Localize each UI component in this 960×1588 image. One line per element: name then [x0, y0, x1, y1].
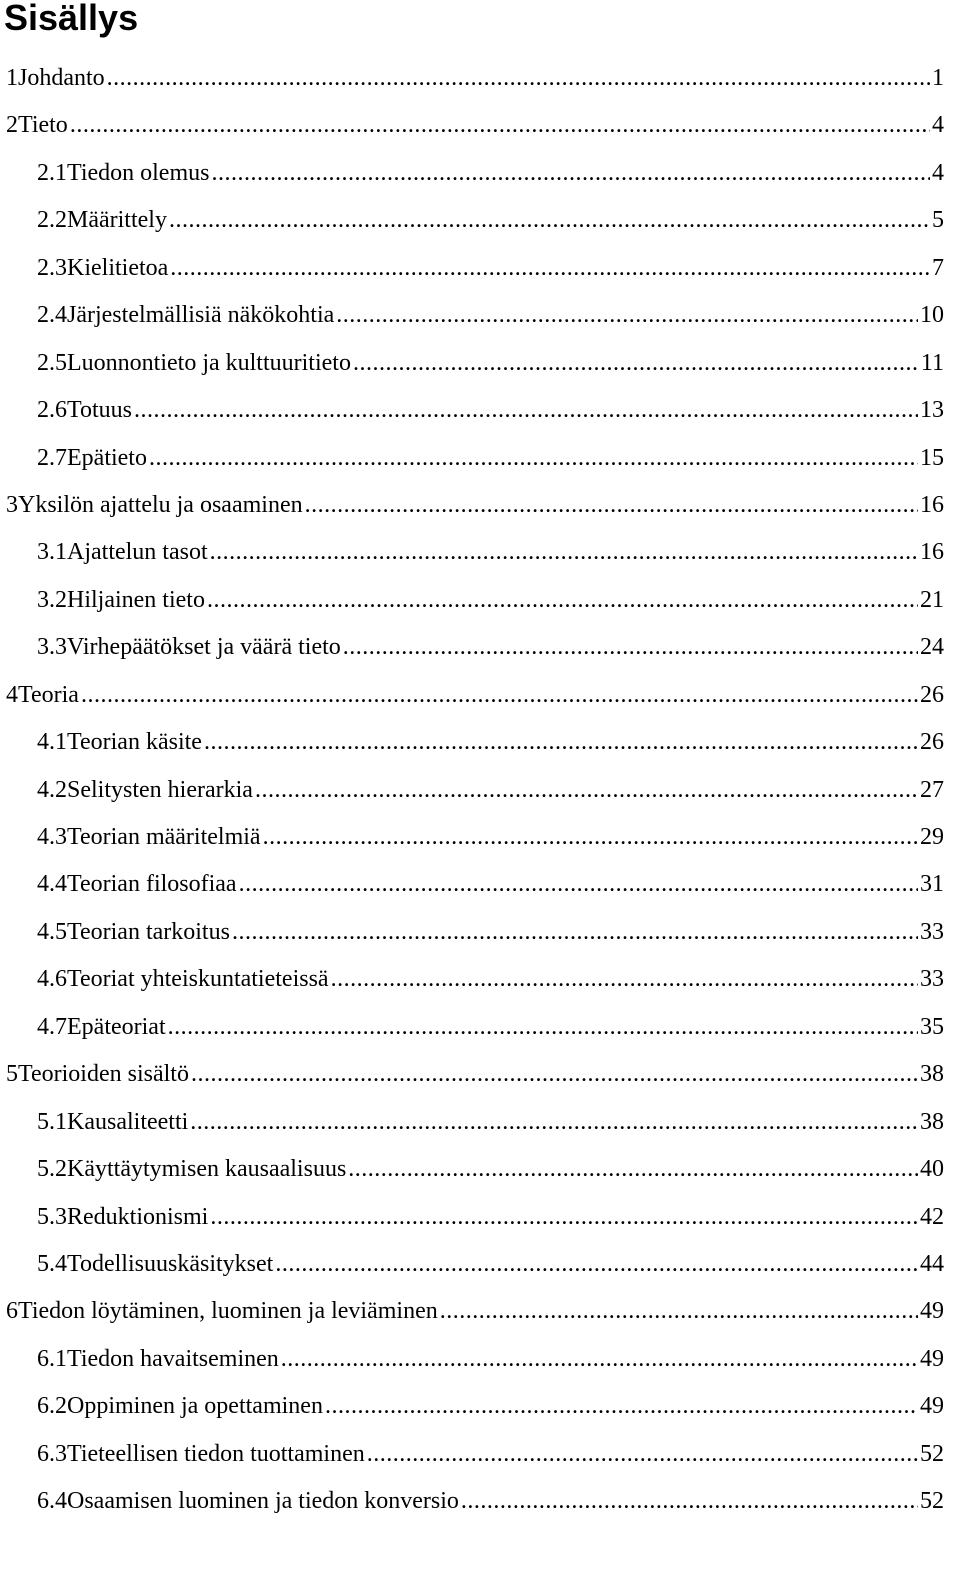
toc-entry-page-number: 42 [920, 1203, 944, 1230]
dot-leader [169, 197, 930, 244]
toc-entry-page-number: 40 [920, 1156, 944, 1183]
toc-entry-page-number: 38 [920, 1108, 944, 1135]
toc-entry-number: 2.2 [37, 207, 67, 234]
dot-leader [168, 1004, 918, 1051]
toc-entry-page-number: 16 [920, 491, 944, 518]
toc-entry-title: Luonnontieto ja kulttuuritieto [67, 349, 351, 376]
dot-leader [305, 482, 918, 529]
toc-entry-title: Ajattelun tasot [67, 539, 208, 566]
toc-entry-number: 3.2 [37, 586, 67, 613]
toc-entry-number: 6.1 [37, 1345, 67, 1372]
toc-entry[interactable] [0, 1099, 960, 1146]
toc-entry-number: 4.1 [37, 729, 67, 756]
dot-leader [70, 102, 930, 149]
toc-entry-number: 5.3 [37, 1203, 67, 1230]
dot-leader [336, 292, 918, 339]
toc-entry-title: Teorian tarkoitus [67, 918, 230, 945]
toc-entry-page-number: 44 [920, 1250, 944, 1277]
dot-leader [207, 577, 918, 624]
toc-entry-title: Selitysten hierarkia [67, 776, 253, 803]
toc-entry-title: Teoria [18, 681, 79, 708]
toc-entry[interactable] [0, 1478, 960, 1525]
toc-entry[interactable] [0, 719, 960, 766]
toc-entry-page-number: 35 [920, 1013, 944, 1040]
dot-leader [348, 1146, 918, 1193]
toc-entry[interactable] [0, 1336, 960, 1383]
toc-entry-page-number: 15 [920, 444, 944, 471]
toc-entry-title: Teorian filosofiaa [67, 871, 237, 898]
toc-entry-title: Totuus [67, 397, 132, 424]
toc-entry-page-number: 4 [932, 112, 944, 139]
dot-leader [255, 767, 918, 814]
toc-entry-number: 2 [6, 112, 18, 139]
toc-entry[interactable] [0, 245, 960, 292]
page-title: Sisällys [4, 0, 139, 38]
toc-entry-number: 6.2 [37, 1393, 67, 1420]
toc-entry-title: Todellisuuskäsitykset [67, 1250, 274, 1277]
toc-entry-page-number: 33 [920, 966, 944, 993]
dot-leader [281, 1336, 918, 1383]
toc-entry-page-number: 49 [920, 1345, 944, 1372]
toc-entry[interactable] [0, 577, 960, 624]
toc-entry[interactable] [0, 1431, 960, 1478]
toc-entry-page-number: 29 [920, 824, 944, 850]
toc-entry[interactable] [0, 767, 960, 814]
toc-entry-title: Määrittely [67, 207, 167, 234]
toc-entry-number: 6 [6, 1298, 18, 1325]
toc-entry[interactable] [0, 1241, 960, 1288]
toc-entry-number: 4.7 [37, 1013, 67, 1040]
toc-entry-page-number: 11 [920, 349, 944, 376]
toc-entry[interactable] [0, 814, 960, 861]
toc-entry-number: 2.6 [37, 397, 67, 424]
toc-entry-page-number: 10 [920, 302, 944, 329]
dot-leader [343, 624, 918, 671]
toc-entry[interactable] [0, 150, 960, 197]
toc-entry[interactable] [0, 435, 960, 482]
toc-entry[interactable] [0, 672, 960, 719]
dot-leader [204, 719, 918, 766]
toc-entry-number: 5.2 [37, 1156, 67, 1183]
toc-entry-page-number: 26 [920, 681, 944, 708]
toc-entry-title: Kielitietoa [67, 254, 169, 281]
dot-leader [367, 1431, 918, 1478]
toc-entry[interactable] [0, 1194, 960, 1241]
toc-entry[interactable] [0, 861, 960, 908]
dot-leader [190, 1099, 918, 1146]
dot-leader [170, 245, 930, 292]
toc-entry-number: 3 [6, 491, 18, 518]
toc-entry-number: 2.1 [37, 159, 67, 186]
toc-entry[interactable] [0, 1383, 960, 1430]
toc-entry[interactable] [0, 1051, 960, 1098]
toc-entry-number: 4.4 [37, 871, 67, 898]
toc-entry[interactable] [0, 624, 960, 671]
toc-entry-number: 2.5 [37, 349, 67, 376]
dot-leader [263, 814, 918, 861]
toc-entry[interactable] [0, 1004, 960, 1051]
dot-leader [232, 909, 918, 956]
toc-entry-title: Hiljainen tieto [67, 586, 205, 613]
toc-entry-page-number: 21 [920, 586, 944, 613]
toc-entry-title: Kausaliteetti [67, 1108, 189, 1135]
dot-leader [331, 956, 918, 1003]
toc-entry[interactable] [0, 55, 960, 102]
toc-entry-title: Tiedon olemus [67, 159, 210, 186]
dot-leader [275, 1241, 918, 1288]
toc-entry-title: Tieto [18, 112, 68, 139]
dot-leader [191, 1051, 918, 1098]
dot-leader [353, 340, 919, 387]
dot-leader [149, 435, 918, 482]
toc-entry-page-number: 27 [920, 776, 944, 803]
dot-leader [239, 861, 918, 908]
toc-entry-title: Oppiminen ja opettaminen [67, 1393, 323, 1420]
toc-entry-title: Epätieto [67, 444, 147, 471]
toc-entry-page-number: 49 [920, 1298, 944, 1325]
toc-entry-title: Yksilön ajattelu ja osaaminen [18, 491, 303, 518]
toc-entry[interactable] [0, 909, 960, 956]
toc-entry-number: 2.4 [37, 302, 67, 329]
toc-entry-number: 6.3 [37, 1440, 67, 1467]
toc-entry-number: 4.3 [37, 824, 67, 850]
toc-entry-number: 3.1 [37, 539, 67, 566]
dot-leader [107, 55, 930, 102]
toc-entry[interactable] [0, 956, 960, 1003]
toc-entry-page-number: 33 [920, 918, 944, 945]
dot-leader [440, 1288, 918, 1335]
toc-entry[interactable] [0, 102, 960, 149]
toc-entry[interactable] [0, 292, 960, 339]
toc-entry-number: 5 [6, 1061, 18, 1088]
toc-entry-number: 4.5 [37, 918, 67, 945]
toc-entry[interactable] [0, 387, 960, 434]
toc-entry-title: Teorian käsite [67, 729, 202, 756]
toc-entry-page-number: 26 [920, 729, 944, 756]
toc-entry-page-number: 49 [920, 1393, 944, 1420]
toc-entry-title: Epäteoriat [67, 1013, 166, 1040]
toc-entry-number: 4.6 [37, 966, 67, 993]
dot-leader [211, 150, 930, 197]
dot-leader [325, 1383, 918, 1430]
toc-entry-page-number: 52 [920, 1440, 944, 1467]
toc-entry-page-number: 7 [932, 254, 944, 281]
toc-entry-title: Teoriat yhteiskuntatieteissä [67, 966, 329, 993]
dot-leader [134, 387, 918, 434]
toc-entry-number: 6.4 [37, 1488, 67, 1515]
toc-entry-title: Johdanto [18, 65, 105, 91]
toc-entry-page-number: 4 [932, 159, 944, 186]
toc-entry-title: Käyttäytymisen kausaalisuus [67, 1156, 347, 1183]
toc-entry-title: Tieteellisen tiedon tuottaminen [67, 1440, 365, 1467]
toc-entry[interactable] [0, 482, 960, 529]
dot-leader [210, 1194, 918, 1241]
toc-entry-page-number: 5 [932, 207, 944, 234]
toc-entry-number: 4.2 [37, 776, 67, 803]
toc-entry-page-number: 52 [920, 1488, 944, 1515]
toc-entry[interactable] [0, 529, 960, 576]
toc-entry-page-number: 16 [920, 539, 944, 566]
toc-entry-page-number: 31 [920, 871, 944, 898]
dot-leader [210, 529, 918, 576]
toc-entry-title: Tiedon havaitseminen [67, 1345, 279, 1372]
toc-entry-title: Teorian määritelmiä [67, 824, 261, 850]
toc-entry-number: 3.3 [37, 634, 67, 661]
toc-entry[interactable] [0, 340, 960, 387]
toc-entry-title: Osaamisen luominen ja tiedon konversio [67, 1488, 459, 1515]
toc-entry-title: Järjestelmällisiä näkökohtia [67, 302, 335, 329]
toc-entry-number: 2.7 [37, 444, 67, 471]
toc-entry[interactable] [0, 1288, 960, 1335]
toc-list [0, 55, 960, 1526]
toc-entry-number: 5.4 [37, 1250, 67, 1277]
dot-leader [81, 672, 918, 719]
toc-entry-title: Tiedon löytäminen, luominen ja leviäminen [18, 1298, 438, 1325]
toc-entry[interactable] [0, 1146, 960, 1193]
toc-entry[interactable] [0, 197, 960, 244]
toc-entry-page-number: 1 [932, 65, 944, 91]
toc-entry-title: Teorioiden sisältö [18, 1061, 189, 1088]
toc-entry-number: 1 [6, 65, 18, 91]
toc-entry-title: Reduktionismi [67, 1203, 209, 1230]
toc-entry-page-number: 24 [920, 634, 944, 661]
toc-entry-number: 2.3 [37, 254, 67, 281]
toc-entry-number: 4 [6, 681, 18, 708]
toc-entry-page-number: 13 [920, 397, 944, 424]
toc-entry-number: 5.1 [37, 1108, 67, 1135]
toc-entry-title: Virhepäätökset ja väärä tieto [67, 634, 341, 661]
toc-entry-page-number: 38 [920, 1061, 944, 1088]
dot-leader [461, 1478, 918, 1525]
